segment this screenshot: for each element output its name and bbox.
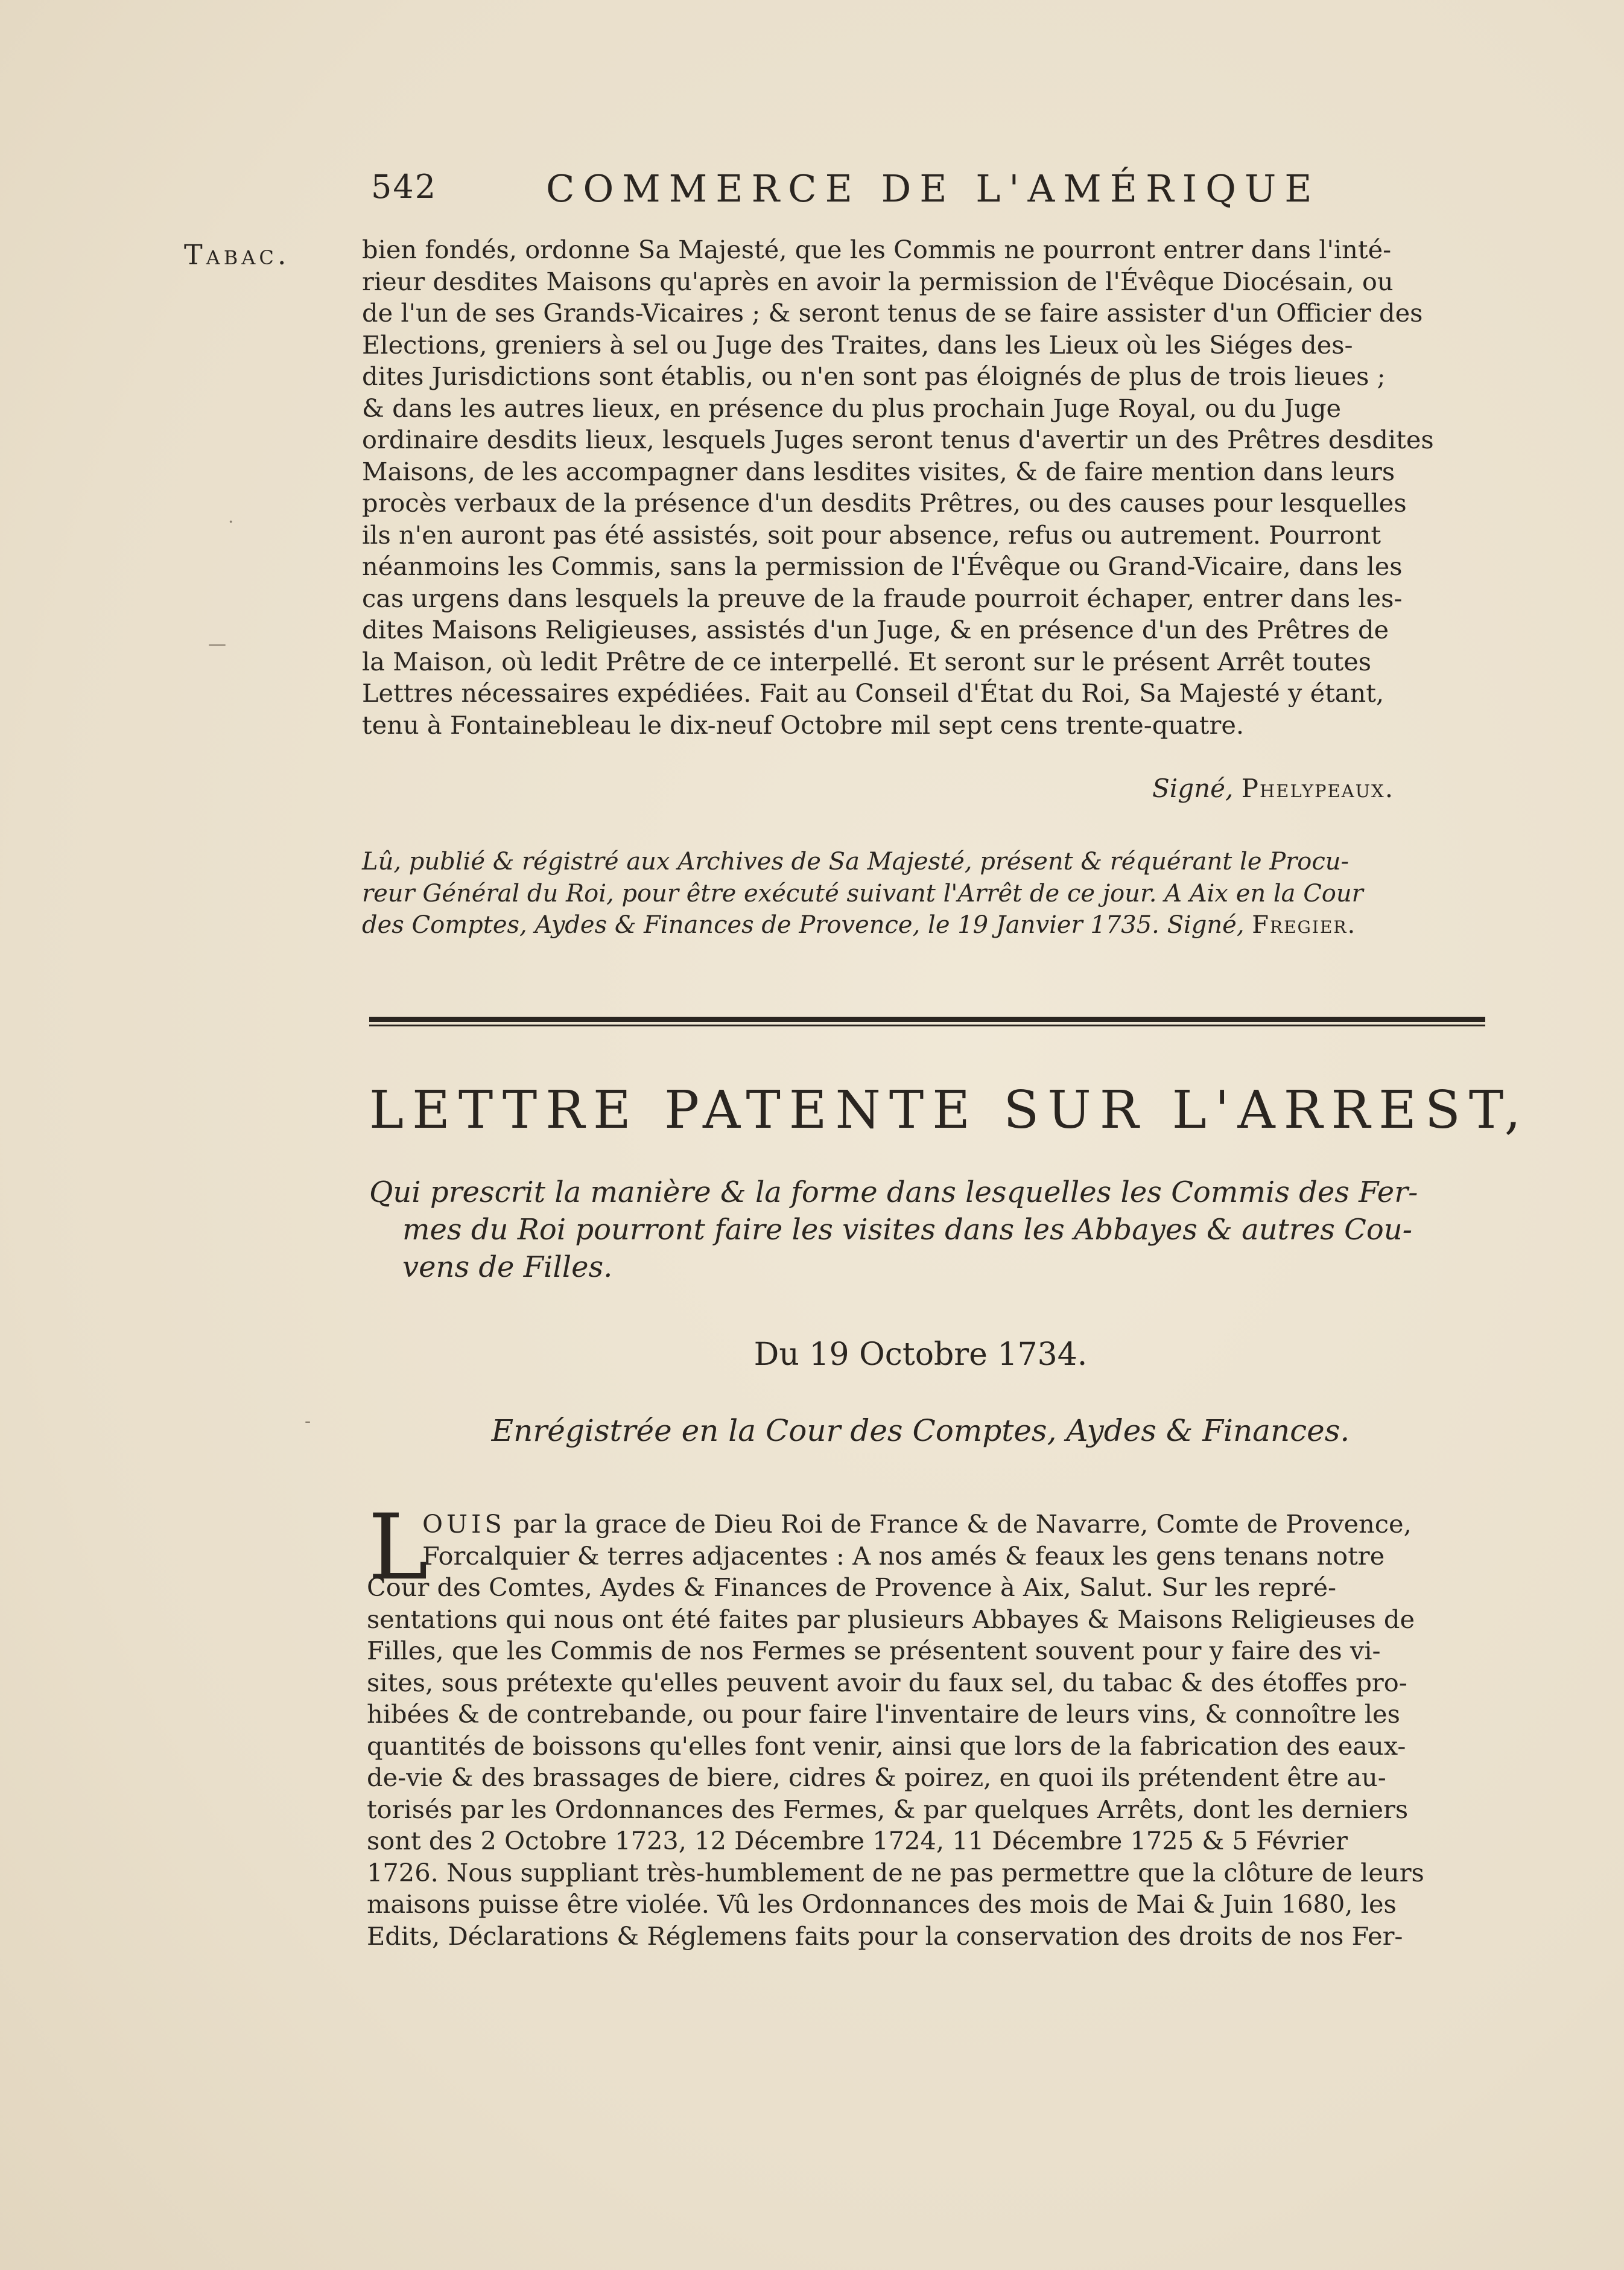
subtitle-line: vens de Filles. bbox=[402, 1250, 613, 1284]
running-head bbox=[371, 168, 1366, 216]
text-line: de l'un de ses Grands-Vicaires ; & seront tenus de se faire assister d'un Officier des bbox=[362, 298, 1423, 328]
decree-body bbox=[367, 1509, 1483, 1952]
document-title: LETTRE PATENTE SUR L'ARREST, bbox=[369, 1080, 1529, 1140]
text-line: quantités de boissons qu'elles font venir, ainsi que lors de la fabrication des eaux- bbox=[367, 1731, 1406, 1761]
section-divider-thin bbox=[369, 1025, 1485, 1026]
text-line: ils n'en auront pas été assistés, soit pour absence, refus ou autrement. Pourront bbox=[362, 520, 1381, 550]
text-line-content: par la grace de Dieu Roi de France & de Navarre, Comte de Provence, bbox=[513, 1509, 1412, 1539]
registration-line-text: des Comptes, Aydes & Finances de Provence, le 19 Janvier 1735. Signé, bbox=[362, 911, 1245, 939]
text-line: la Maison, où ledit Prêtre de ce interpellé. Et seront sur le présent Arrêt toutes bbox=[362, 646, 1372, 676]
registration-signer: Fregier. bbox=[1252, 911, 1357, 939]
arret-body bbox=[362, 234, 1477, 741]
text-line: rieur desdites Maisons qu'après en avoir la permission de l'Évêque Diocésain, ou bbox=[362, 266, 1394, 296]
signature-label: Signé, bbox=[1152, 774, 1234, 803]
subtitle-line: Qui prescrit la manière & la forme dans lesquelles les Commis des Fer- bbox=[369, 1175, 1418, 1209]
text-line: de-vie & des brassages de biere, cidres & poirez, en quoi ils prétendent être au- bbox=[367, 1763, 1386, 1792]
text-line: Maisons, de les accompagner dans lesdites visites, & de faire mention dans leurs bbox=[362, 456, 1395, 486]
text-line: Lettres nécessaires expédiées. Fait au Conseil d'État du Roi, Sa Majesté y étant, bbox=[362, 678, 1385, 708]
text-line: Forcalquier & terres adjacentes : A nos amés & feaux les gens tenans notre bbox=[422, 1540, 1385, 1571]
margin-mark: — bbox=[208, 634, 226, 655]
text-line: néanmoins les Commis, sans la permission de l'Évêque ou Grand-Vicaire, dans les bbox=[362, 552, 1403, 581]
margin-mark: · bbox=[228, 512, 234, 533]
signature-name: Phelypeaux. bbox=[1241, 774, 1395, 803]
registration-line: reur Général du Roi, pour être exécuté suivant l'Arrêt de ce jour. A Aix en la Cour bbox=[362, 879, 1363, 908]
registration-line bbox=[362, 909, 1477, 941]
text-line: torisés par les Ordonnances des Fermes, & par quelques Arrêts, dont les derniers bbox=[367, 1794, 1409, 1824]
text-line: Filles, que les Commis de nos Fermes se présentent souvent pour y faire des vi- bbox=[367, 1636, 1381, 1665]
text-line: Cour des Comtes, Aydes & Finances de Provence à Aix, Salut. Sur les repré- bbox=[367, 1572, 1337, 1602]
document-subtitle bbox=[369, 1174, 1484, 1286]
margin-note: Tabac. bbox=[184, 238, 290, 271]
page-number: 542 bbox=[371, 168, 437, 206]
registered-line: Enrégistrée en la Cour des Comptes, Aydes & Finances. bbox=[491, 1413, 1350, 1448]
subtitle-line: mes du Roi pourront faire les visites dans les Abbayes & autres Cou- bbox=[402, 1213, 1412, 1247]
text-line: & dans les autres lieux, en présence du plus prochain Juge Royal, ou du Juge bbox=[362, 393, 1342, 423]
section-divider-thick bbox=[369, 1017, 1485, 1022]
signature bbox=[1152, 774, 1394, 803]
text-line: sentations qui nous ont été faites par plusieurs Abbayes & Maisons Religieuses de bbox=[367, 1604, 1415, 1634]
text-line: bien fondés, ordonne Sa Majesté, que les Commis ne pourront entrer dans l'inté- bbox=[362, 235, 1392, 264]
text-line: maisons puisse être violée. Vû les Ordonnances des mois de Mai & Juin 1680, les bbox=[367, 1889, 1397, 1919]
registration-note bbox=[362, 846, 1477, 941]
date-line: Du 19 Octobre 1734. bbox=[753, 1337, 1088, 1373]
text-line: sont des 2 Octobre 1723, 12 Décembre 1724, 11 Décembre 1725 & 5 Février bbox=[367, 1826, 1348, 1855]
text-line: cas urgens dans lesquels la preuve de la fraude pourroit échaper, entrer dans les- bbox=[362, 583, 1403, 613]
drop-cap: L bbox=[368, 1495, 428, 1600]
text-line: Edits, Déclarations & Réglemens faits pour la conservation des droits de nos Fer- bbox=[367, 1921, 1403, 1951]
running-title: COMMERCE DE L'AMÉRIQUE bbox=[546, 167, 1321, 211]
text-line: 1726. Nous suppliant très-humblement de ne pas permettre que la clôture de leurs bbox=[367, 1857, 1424, 1887]
text-line: sites, sous prétexte qu'elles peuvent avoir du faux sel, du tabac & des étoffes pro- bbox=[367, 1667, 1407, 1697]
text-line: dites Maisons Religieuses, assistés d'un Juge, & en présence d'un des Prêtres de bbox=[362, 615, 1389, 644]
margin-mark: - bbox=[305, 1411, 311, 1432]
text-line: tenu à Fontainebleau le dix-neuf Octobre mil sept cens trente-quatre. bbox=[362, 710, 1245, 740]
text-line: ordinaire desdits lieux, lesquels Juges seront tenus d'avertir un des Prêtres desdites bbox=[362, 425, 1434, 454]
registration-line: Lû, publié & régistré aux Archives de Sa Majesté, présent & réquérant le Procu- bbox=[362, 848, 1350, 876]
text-line bbox=[367, 1509, 1483, 1540]
opening-word: OUIS bbox=[422, 1509, 506, 1539]
text-line: procès verbaux de la présence d'un desdits Prêtres, ou des causes pour lesquelles bbox=[362, 488, 1407, 518]
text-line: Elections, greniers à sel ou Juge des Traites, dans les Lieux où les Siéges des- bbox=[362, 329, 1353, 360]
text-line: dites Jurisdictions sont établis, ou n'en sont pas éloignés de plus de trois lieues ; bbox=[362, 361, 1386, 391]
text-line: hibées & de contrebande, ou pour faire l'inventaire de leurs vins, & connoître les bbox=[367, 1699, 1400, 1729]
